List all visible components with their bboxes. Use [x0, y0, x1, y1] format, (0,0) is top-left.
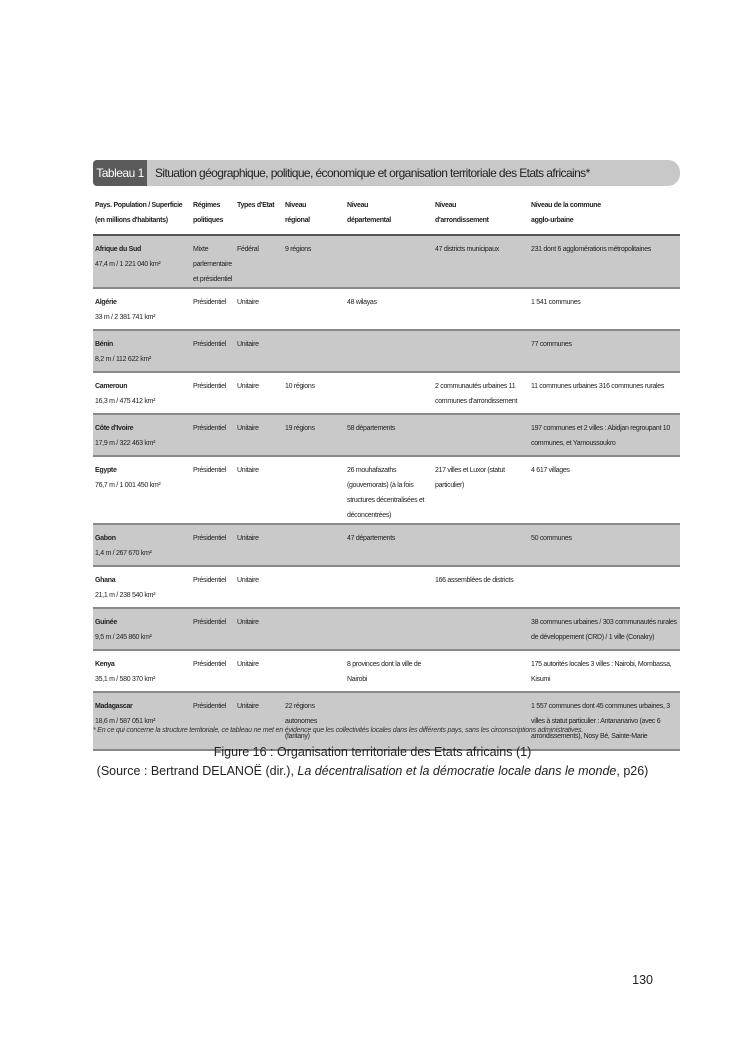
column-header [283, 194, 345, 235]
table-row [93, 456, 680, 524]
arrondissement-cell [433, 650, 529, 692]
departemental-cell [345, 566, 433, 608]
commune-cell: 50 communes [531, 535, 572, 542]
column-header-line: Niveau de la commune [531, 202, 601, 209]
arrondissement-cell [433, 288, 529, 330]
country-stats: 8,2 m / 112 622 km² [95, 356, 152, 363]
figure-source [0, 764, 745, 778]
country-stats: 16,3 m / 475 412 km² [95, 398, 156, 405]
type-cell: Unitaire [237, 299, 259, 306]
departemental-cell: 48 wilayas [347, 299, 377, 306]
table-footnote: * En ce qui concerne la structure territoriale, ce tableau ne met en évidence que les collectivités locales dans les différents pays, sans les circonscriptions administratives. [93, 727, 584, 734]
country-name: Algérie [95, 299, 117, 306]
table-label: Tableau 1 [93, 160, 147, 186]
table-figure [93, 160, 680, 751]
departemental-cell: 26 mouhafazaths (gouvernorats) (à la fois structures décentralisées et déconcentrées) [347, 467, 425, 519]
country-stats: 35,1 m / 580 370 km² [95, 676, 156, 683]
column-header-line: politiques [193, 217, 224, 224]
table-row [93, 524, 680, 566]
country-stats: 1,4 m / 267 670 km² [95, 550, 152, 557]
commune-cell: 1 557 communes dont 45 communes urbaines, 3 villes à statut particulier : Antananarivo (avec 6 arrondissements), Nosy Bé, Sainte-Marie [531, 703, 670, 740]
column-header-line: agglo-urbaine [531, 217, 574, 224]
table-row [93, 330, 680, 372]
country-stats: 76,7 m / 1 001 450 km² [95, 482, 161, 489]
type-cell: Unitaire [237, 467, 259, 474]
arrondissement-cell [433, 330, 529, 372]
departemental-cell [345, 235, 433, 288]
regime-cell: Présidentiel [193, 703, 226, 710]
type-cell: Unitaire [237, 535, 259, 542]
regional-cell [283, 330, 345, 372]
country-stats: 47,4 m / 1 221 040 km² [95, 261, 161, 268]
column-header-line: Types d'Etat [237, 202, 275, 209]
regional-cell [283, 608, 345, 650]
arrondissement-cell [433, 692, 529, 750]
type-cell: Unitaire [237, 577, 259, 584]
column-header [235, 194, 283, 235]
source-title: La décentralisation et la démocratie locale dans le monde [297, 764, 617, 778]
regime-cell: Mixte parlementaire et présidentiel [193, 246, 233, 283]
column-header-line: d'arrondissement [435, 217, 489, 224]
departemental-cell [345, 372, 433, 414]
country-cell [93, 288, 191, 330]
column-header-line: régional [285, 217, 310, 224]
country-cell [93, 608, 191, 650]
country-cell [93, 566, 191, 608]
regional-cell: 9 régions [285, 246, 312, 253]
arrondissement-cell: 217 villes et Luxor (statut particulier) [435, 467, 505, 489]
type-cell: Unitaire [237, 661, 259, 668]
country-cell [93, 414, 191, 456]
regime-cell: Présidentiel [193, 299, 226, 306]
country-stats: 33 m / 2 381 741 km² [95, 314, 156, 321]
column-header [433, 194, 529, 235]
commune-cell: 77 communes [531, 341, 572, 348]
arrondissement-cell: 2 communautés urbaines 11 communes d'arrondissement [435, 383, 518, 405]
regional-cell [283, 566, 345, 608]
regime-cell: Présidentiel [193, 661, 226, 668]
regime-cell: Présidentiel [193, 535, 226, 542]
country-stats: 18,6 m / 587 051 km² [95, 718, 156, 725]
regional-cell [283, 456, 345, 524]
regime-cell: Présidentiel [193, 341, 226, 348]
column-header-line: Niveau [435, 202, 457, 209]
arrondissement-cell [433, 414, 529, 456]
commune-cell: 4 617 villages [531, 467, 570, 474]
page-number: 130 [632, 973, 653, 987]
arrondissement-cell: 47 districts municipaux [435, 246, 499, 253]
country-stats: 9,5 m / 245 860 km² [95, 634, 152, 641]
departemental-cell: 8 provinces dont la ville de Nairobi [347, 661, 422, 683]
regional-cell: 19 régions [285, 425, 315, 432]
figure-caption: Figure 16 : Organisation territoriale des Etats africains (1) [213, 745, 532, 759]
country-name: Ghana [95, 577, 116, 584]
regional-cell [283, 288, 345, 330]
country-name: Afrique du Sud [95, 246, 141, 253]
table-row [93, 566, 680, 608]
column-header [191, 194, 235, 235]
source-suffix: , p26) [616, 764, 649, 778]
country-name: Gabon [95, 535, 116, 542]
column-header [529, 194, 680, 235]
country-name: Côte d'Ivoire [95, 425, 134, 432]
country-cell [93, 456, 191, 524]
departemental-cell [345, 330, 433, 372]
country-cell [93, 372, 191, 414]
regime-cell: Présidentiel [193, 383, 226, 390]
regional-cell [283, 524, 345, 566]
regime-cell: Présidentiel [193, 577, 226, 584]
country-name: Bénin [95, 341, 113, 348]
regime-cell: Présidentiel [193, 619, 226, 626]
country-name: Cameroun [95, 383, 128, 390]
commune-cell [529, 566, 680, 608]
table-row [93, 414, 680, 456]
regional-cell: 22 régions autonomes (faritany) [285, 703, 317, 740]
table-title: Situation géographique, politique, économique et organisation territoriale des Etats africains* [155, 166, 590, 180]
country-name: Guinée [95, 619, 117, 626]
arrondissement-cell [433, 608, 529, 650]
commune-cell: 38 communes urbaines / 303 communautés rurales de développement (CRD) / 1 ville (Conakry) [531, 619, 677, 641]
column-header-line: Niveau [347, 202, 369, 209]
commune-cell: 11 communes urbaines 316 communes rurales [531, 383, 665, 390]
column-header-line: Pays. Population / Superficie [95, 202, 183, 209]
table-row [93, 692, 680, 750]
regime-cell: Présidentiel [193, 467, 226, 474]
country-cell [93, 235, 191, 288]
column-header-line: Niveau [285, 202, 307, 209]
type-cell: Unitaire [237, 703, 259, 710]
type-cell: Unitaire [237, 425, 259, 432]
table-row [93, 372, 680, 414]
column-header-line: Régimes [193, 202, 221, 209]
table-row [93, 608, 680, 650]
country-stats: 17,9 m / 322 463 km² [95, 440, 156, 447]
country-stats: 21,1 m / 238 540 km² [95, 592, 156, 599]
column-header-line: départemental [347, 217, 391, 224]
departemental-cell [345, 692, 433, 750]
column-header-line: (en millions d'habitants) [95, 217, 168, 224]
country-cell [93, 524, 191, 566]
regional-cell [283, 650, 345, 692]
country-cell [93, 650, 191, 692]
commune-cell: 231 dont 6 agglomérations métropolitaines [531, 246, 652, 253]
regional-cell: 10 régions [285, 383, 315, 390]
column-header [93, 194, 191, 235]
departemental-cell: 58 départements [347, 425, 396, 432]
commune-cell: 175 autorités locales 3 villes : Nairobi, Mombassa, Kisumi [531, 661, 672, 683]
type-cell: Fédéral [237, 246, 259, 253]
country-name: Kenya [95, 661, 115, 668]
commune-cell: 197 communes et 2 villes : Abidjan regroupant 10 communes, et Yamoussoukro [531, 425, 670, 447]
country-name: Madagascar [95, 703, 133, 710]
table-header-row [93, 194, 680, 235]
type-cell: Unitaire [237, 619, 259, 626]
table-body [93, 235, 680, 750]
column-header [345, 194, 433, 235]
departemental-cell: 47 départements [347, 535, 396, 542]
table-row [93, 235, 680, 288]
country-cell [93, 330, 191, 372]
commune-cell: 1 541 communes [531, 299, 581, 306]
arrondissement-cell [433, 524, 529, 566]
country-name: Egypte [95, 467, 117, 474]
table-row [93, 650, 680, 692]
regime-cell: Présidentiel [193, 425, 226, 432]
table-row [93, 288, 680, 330]
territorial-table [93, 194, 680, 751]
country-cell [93, 692, 191, 750]
table-title-bar [93, 160, 680, 186]
departemental-cell [345, 608, 433, 650]
source-prefix: (Source : Bertrand DELANOË (dir.), [96, 764, 298, 778]
arrondissement-cell: 166 assemblées de districts [435, 577, 514, 584]
type-cell: Unitaire [237, 383, 259, 390]
type-cell: Unitaire [237, 341, 259, 348]
